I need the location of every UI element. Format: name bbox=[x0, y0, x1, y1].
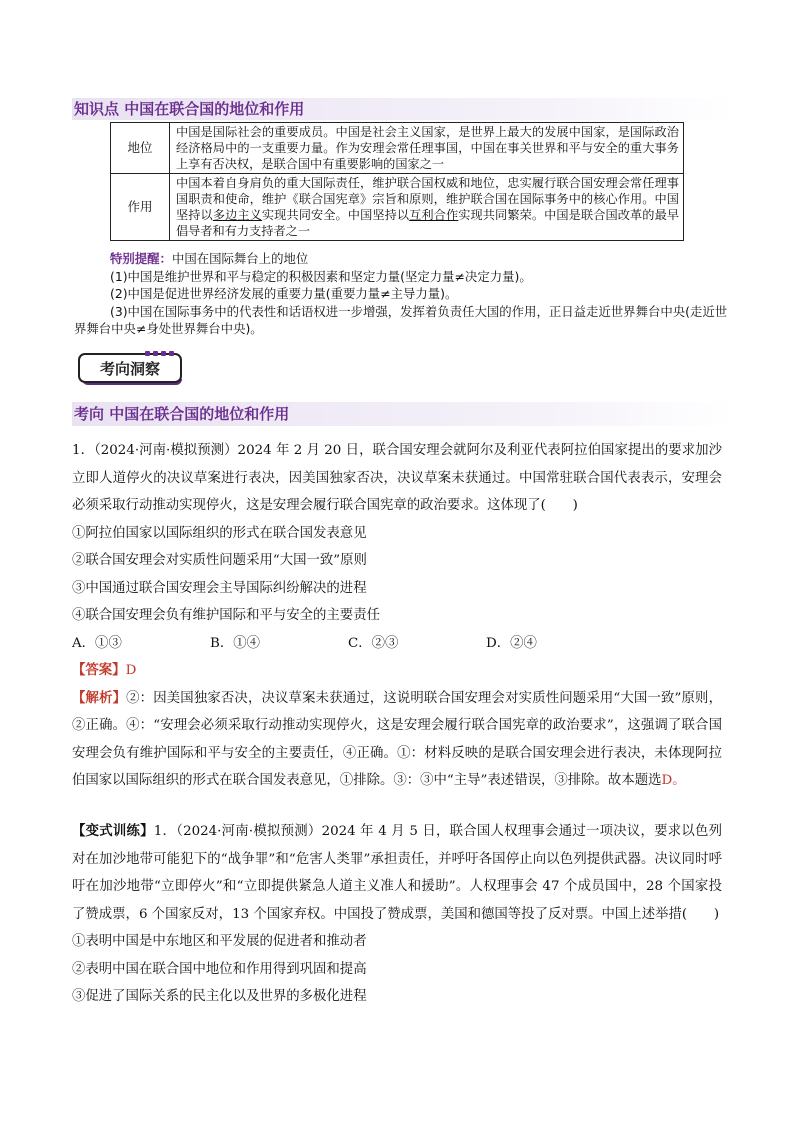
analysis-answer: D。 bbox=[661, 773, 686, 788]
role-underlined-term: 多边主义 bbox=[212, 208, 262, 222]
note-item: (1)中国是维护世界和平与稳定的积极因素和坚定力量(坚定力量≠决定力量)。 bbox=[110, 268, 532, 284]
option-item: ②联合国安理会对实质性问题采用“大国一致”原则 bbox=[72, 553, 367, 568]
practice-question bbox=[72, 818, 722, 1011]
notes-heading bbox=[110, 250, 730, 268]
choice-a: A．①③ bbox=[72, 635, 122, 651]
note-item: (2)中国是促进世界经济发展的重要力量(重要力量≠主导力量)。 bbox=[110, 286, 458, 301]
answer-line bbox=[72, 657, 722, 685]
tip-text: 中国在国际舞台上的地位 bbox=[171, 251, 309, 266]
role-text-part: 中国本着自身肩负的重大国际责任，维护联合国权威和地位，忠实履行联合国安理会常任理事国职责和使命，维护《联合国宪章》宗旨和原则，维护联合国在国际事务中的核心作用。中国坚持以 bbox=[176, 176, 679, 222]
badge-label: 考向洞察 bbox=[85, 359, 175, 379]
row-label-status: 地位 bbox=[111, 123, 170, 174]
option-item: ①表明中国是中东地区和平发展的促进者和推动者 bbox=[72, 934, 367, 949]
question-stem: 1．（2024·河南·模拟预测）2024 年 2 月 20 日，联合国安理会就阿尔及利亚代表阿拉伯国家提出的要求加沙立即人道停火的决议草案进行表决，因美国独家否决，决议草案未获通过。中国常驻联合国代表表示，安理会必须采取行动推动实现停火，这是安理会履行联合国宪章的政治要求。这体现了( ) bbox=[72, 443, 722, 513]
role-text-part: 实现共同繁荣。中国是联合国改革的最早倡导者和有力支持者之一 bbox=[176, 208, 680, 238]
section-title: 考向 中国在联合国的地位和作用 bbox=[72, 402, 732, 426]
table-row bbox=[111, 174, 684, 241]
table-row bbox=[111, 123, 684, 174]
section-badge bbox=[78, 349, 184, 387]
question-1 bbox=[72, 437, 722, 795]
analysis-text: ②：因美国独家否决，决议草案未获通过，这说明联合国安理会对实质性问题采用“大国一致”原则，②正确。④：“安理会必须采取行动推动实现停火，这是安理会履行联合国宪章的政治要求”，这强调了联合国安理会负有维护国际和平与安全的主要责任，④正确。①：材料反映的是联合国安理会进行表决，未体现阿拉伯国家以国际组织的形式在联合国发表意见，①排除。③：③中“主导”表述错误，③排除。故本题选 bbox=[72, 690, 722, 788]
row-label-role: 作用 bbox=[111, 174, 170, 241]
special-notes bbox=[74, 250, 730, 338]
row-content-status: 中国是国际社会的重要成员。中国是社会主义国家，是世界上最大的发展中国家，是国际政治经济格局中的一支重要力量。作为安理会常任理事国，中国在事关世界和平与安全的重大事务上享有否决权，是联合国中有重要影响的国家之一 bbox=[170, 123, 684, 174]
analysis-label: 【解析】 bbox=[72, 689, 127, 706]
badge-frame bbox=[78, 353, 182, 383]
practice-stem: 1．（2024·河南·模拟预测）2024 年 4 月 5 日，联合国人权理事会通过一项决议，要求以色列对在加沙地带可能犯下的“战争罪”和“危害人类罪”承担责任，并呼吁各国停止向以色列提供武器。决议同时呼吁在加沙地带“立即停火”和“立即提供紧急人道主义准人和援助”。人权理事会 47 个成员国中，28 个国家投了赞成票，6 个国家反对，13 个国家弃权。中国投了赞成票，美国和德国等投了反对票。中国上述举措( ) bbox=[72, 824, 723, 922]
knowledge-point-title: 知识点 中国在联合国的地位和作用 bbox=[72, 98, 732, 120]
note-item: (3)中国在国际事务中的代表性和话语权进一步增强，发挥着负责任大国的作用，正日益走近世界舞台中央(走近世界舞台中央≠身处世界舞台中央)。 bbox=[74, 303, 728, 336]
row-content-role bbox=[170, 174, 684, 241]
role-underlined-term: 互利合作 bbox=[409, 208, 459, 222]
badge-dots-icon bbox=[144, 349, 174, 357]
tip-label: 特别提醒： bbox=[110, 251, 172, 266]
option-item: ③促进了国际关系的民主化以及世界的多极化进程 bbox=[72, 989, 367, 1004]
answer-choices bbox=[72, 630, 722, 658]
practice-label: 【变式训练】 bbox=[72, 823, 154, 839]
practice-stem-block bbox=[72, 818, 722, 928]
choice-b: B．①④ bbox=[210, 635, 261, 651]
option-item: ①阿拉伯国家以国际组织的形式在联合国发表意见 bbox=[72, 525, 367, 541]
option-item: ③中国通过联合国安理会主导国际纠纷解决的进程 bbox=[72, 580, 367, 596]
answer-value: D bbox=[125, 663, 137, 678]
option-item: ④联合国安理会负有维护国际和平与安全的主要责任 bbox=[72, 608, 380, 623]
option-item: ②表明中国在联合国中地位和作用得到巩固和提高 bbox=[72, 961, 367, 977]
answer-label: 【答案】 bbox=[72, 662, 126, 678]
knowledge-table bbox=[110, 122, 684, 241]
analysis bbox=[72, 685, 722, 795]
choice-c: C．②③ bbox=[348, 635, 399, 651]
choice-d: D．②④ bbox=[486, 635, 537, 651]
role-text-part: 实现共同安全。中国坚持以 bbox=[261, 208, 410, 222]
